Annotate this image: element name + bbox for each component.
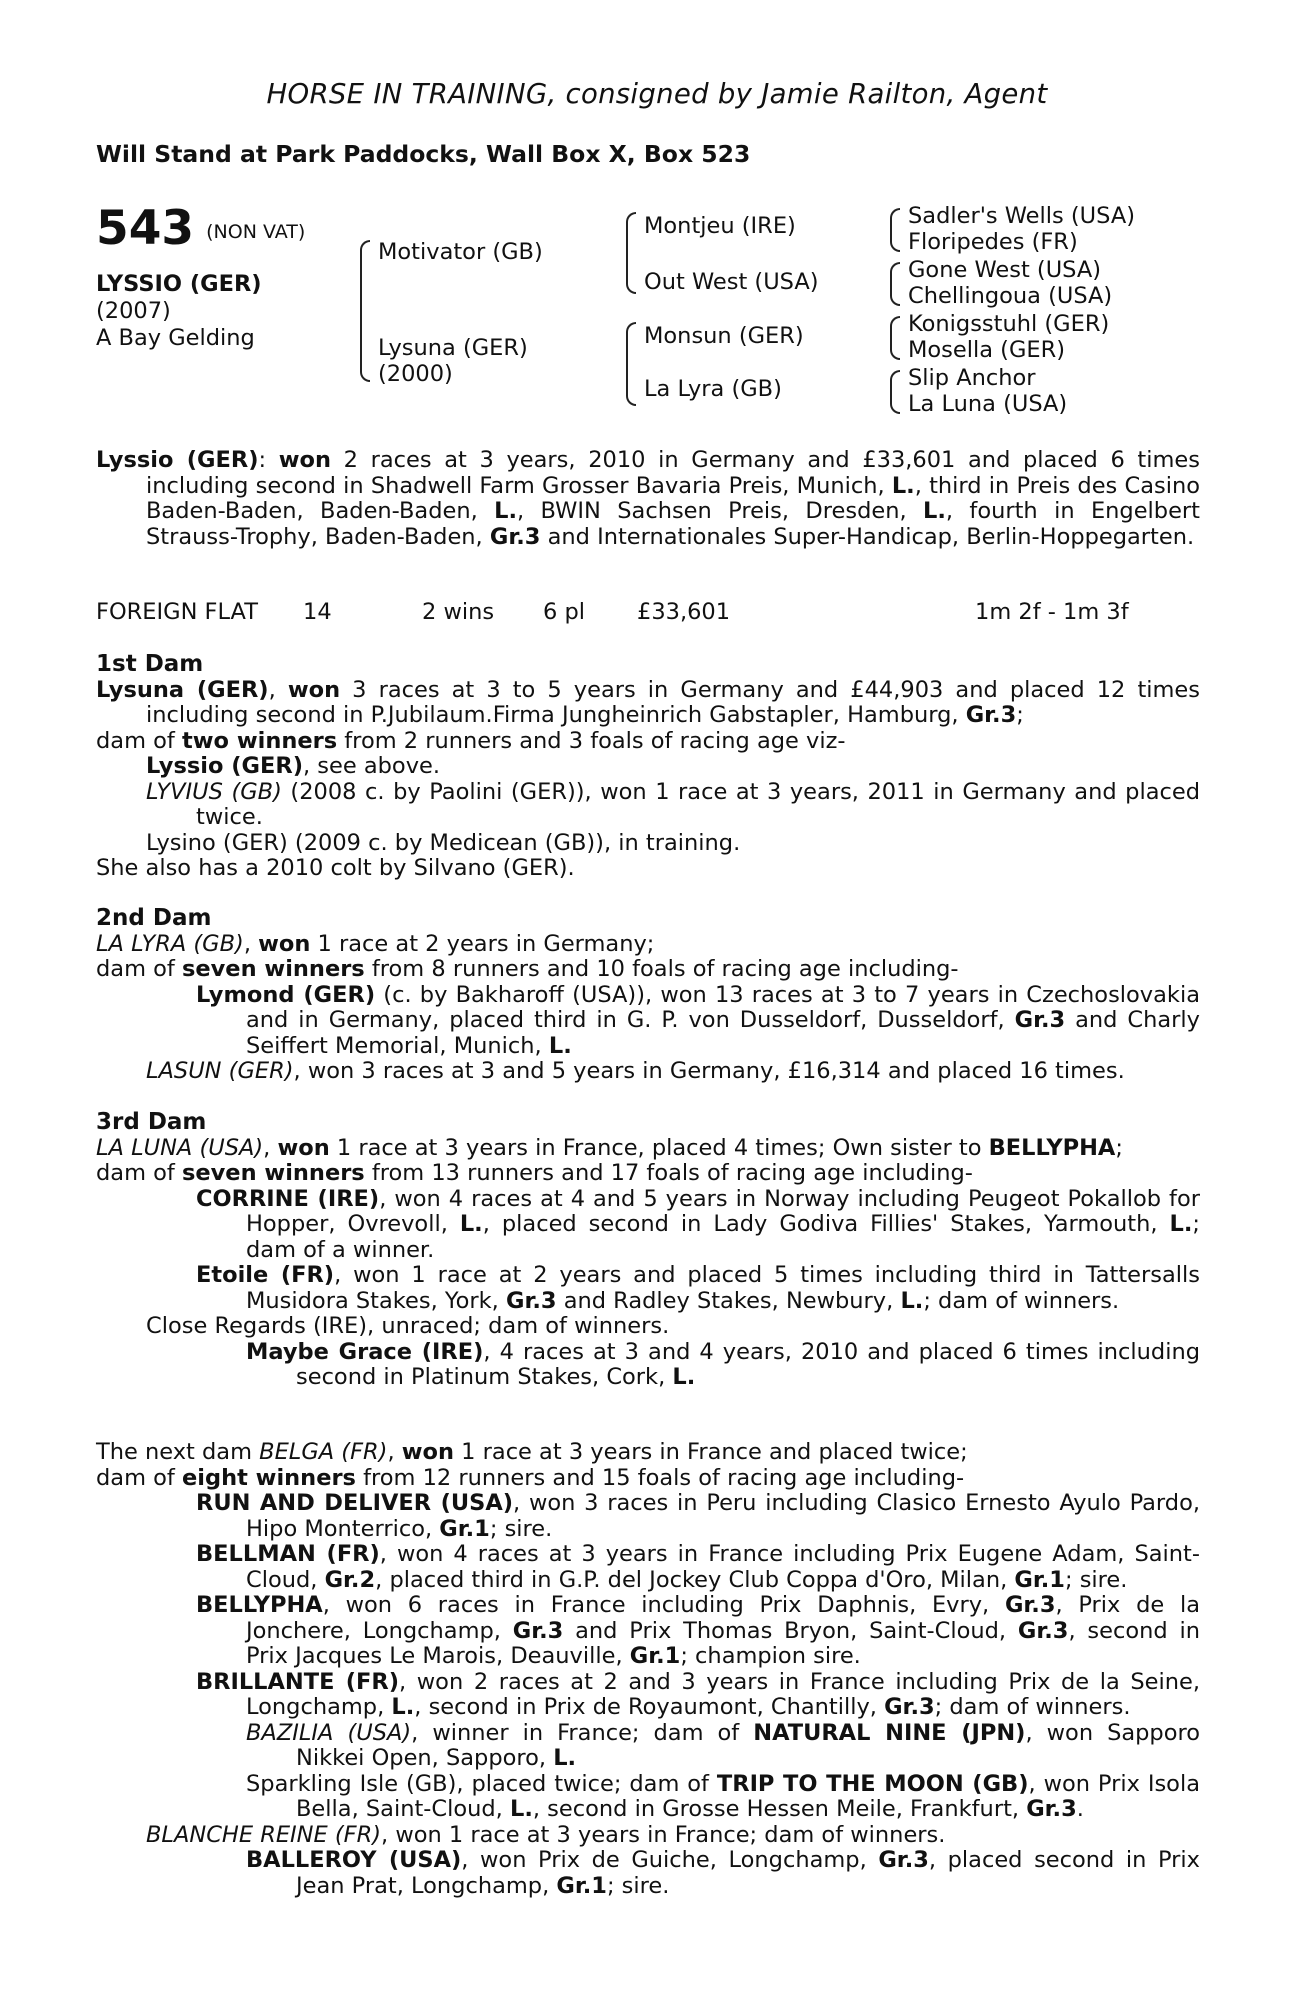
vat-status: (NON VAT) bbox=[206, 220, 306, 243]
foaling-year: (2007) bbox=[96, 298, 171, 324]
grand-bracket-3 bbox=[890, 316, 900, 360]
stats-wins: 2 wins bbox=[422, 599, 495, 625]
sire-bracket bbox=[626, 212, 636, 294]
stand-location: Will Stand at Park Paddocks, Wall Box X, Box 523 bbox=[96, 140, 751, 168]
dam-year: (2000) bbox=[378, 361, 453, 387]
grand-bracket-4 bbox=[890, 370, 900, 414]
ancestor-3: Gone West (USA) bbox=[908, 257, 1102, 283]
ancestor-1: Sadler's Wells (USA) bbox=[908, 203, 1136, 229]
dam: Lysuna (GER) bbox=[378, 335, 528, 361]
first-dam-section: 1st Dam Lysuna (GER), won 3 races at 3 to 5 years in Germany and £44,903 and placed 12 times including second in P.Jubilaum.Firma Jungheinrich Gabstapler, Hamburg, Gr.3; dam of two winners from 2 runners and 3 foals of racing age viz- Lyssio (GER), see above. LYVIUS (GB) (2008 c. by Paolini (GER)), won 1 race at 3 years, 2011 in Germany and placed twice. Lysino (GER) (2009 c. by Medicean (GB)), in training. She also has a 2010 colt by Silvano (GER). bbox=[96, 651, 1200, 881]
stats-distance: 1m 2f - 1m 3f bbox=[975, 599, 1129, 625]
dam-bracket bbox=[626, 322, 636, 406]
ancestor-5: Konigsstuhl (GER) bbox=[908, 311, 1110, 337]
lot-number bbox=[96, 201, 306, 257]
horse-name: LYSSIO (GER) bbox=[96, 271, 262, 297]
stats-label: FOREIGN FLAT bbox=[96, 599, 258, 625]
grand-bracket-2 bbox=[890, 262, 900, 306]
ancestor-6: Mosella (GER) bbox=[908, 337, 1066, 363]
sire-dam-bracket bbox=[360, 240, 370, 382]
race-record: Lyssio (GER): won 2 races at 3 years, 2010 in Germany and £33,601 and placed 6 times including second in Shadwell Farm Grosser Bavaria Preis, Munich, L., third in Preis des Casino Baden-Baden, Baden-Baden, L., BWIN Sachsen Preis, Dresden, L., fourth in Engelbert Strauss-Trophy, Baden-Baden, Gr.3 and Internationales Super-Handicap, Berlin-Hoppegarten. bbox=[96, 447, 1201, 550]
ancestor-8: La Luna (USA) bbox=[908, 391, 1068, 417]
first-dam-heading: 1st Dam bbox=[96, 651, 204, 677]
sire: Motivator (GB) bbox=[378, 239, 543, 265]
next-dam-section: The next dam BELGA (FR), won 1 race at 3 years in France and placed twice; dam of eight winners from 12 runners and 15 foals of racing age including- RUN AND DELIVER (USA), won 3 races in Peru including Clasico Ernesto Ayulo Pardo, Hipo Monterrico, Gr.1; sire. BELLMAN (FR), won 4 races at 3 years in France including Prix Eugene Adam, Saint-Cloud, Gr.2, placed third in G.P. del Jockey Club Coppa d'Oro, Milan, Gr.1; sire. BELLYPHA, won 6 races in France including Prix Daphnis, Evry, Gr.3, Prix de la Jonchere, Longchamp, Gr.3 and Prix Thomas Bryon, Saint-Cloud, Gr.3, second in Prix Jacques Le Marois, Deauville, Gr.1; champion sire. BRILLANTE (FR), won 2 races at 2 and 3 years in France including Prix de la Seine, Longchamp, L., second in Prix de Royaumont, Chantilly, Gr.3; dam of winners. BAZILIA (USA), winner in France; dam of NATURAL NINE (JPN), won Sapporo Nikkei Open, Sapporo, L. Sparkling Isle (GB), placed twice; dam of TRIP TO THE MOON (GB), won Prix Isola Bella, Saint-Cloud, L., second in Grosse Hessen Meile, Frankfurt, Gr.3. BLANCHE REINE (FR), won 1 race at 3 years in France; dam of winners. BALLEROY (USA), won Prix de Guiche, Longchamp, Gr.3, placed second in Prix Jean Prat, Longchamp, Gr.1; sire. bbox=[96, 1439, 1201, 1899]
dam-sire: Monsun (GER) bbox=[644, 323, 804, 349]
ancestor-7: Slip Anchor bbox=[908, 365, 1036, 391]
third-dam-heading: 3rd Dam bbox=[96, 1109, 207, 1135]
page-title: HORSE IN TRAINING, consigned by Jamie Railton, Agent bbox=[266, 78, 1048, 110]
racing-stats bbox=[0, 600, 1314, 626]
second-dam-section: 2nd Dam LA LYRA (GB), won 1 race at 2 years in Germany; dam of seven winners from 8 runners and 10 foals of racing age including- Lymond (GER) (c. by Bakharoff (USA)), won 13 races at 3 to 7 years in Czechoslovakia and in Germany, placed third in G. P. von Dusseldorf, Dusseldorf, Gr.3 and Charly Seiffert Memorial, Munich, L. LASUN (GER), won 3 races at 3 and 5 years in Germany, £16,314 and placed 16 times. bbox=[96, 905, 1200, 1084]
stats-placed: 6 pl bbox=[543, 599, 586, 625]
sire-dam: Out West (USA) bbox=[644, 269, 819, 295]
second-dam-heading: 2nd Dam bbox=[96, 905, 212, 931]
third-dam-section: 3rd Dam LA LUNA (USA), won 1 race at 3 years in France, placed 4 times; Own sister to BELLYPHA; dam of seven winners from 13 runners and 17 foals of racing age including- CORRINE (IRE), won 4 races at 4 and 5 years in Norway including Peugeot Pokallob for Hopper, Ovrevoll, L., placed second in Lady Godiva Fillies' Stakes, Yarmouth, L.; dam of a winner. Etoile (FR), won 1 race at 2 years and placed 5 times including third in Tattersalls Musidora Stakes, York, Gr.3 and Radley Stakes, Newbury, L.; dam of winners. Close Regards (IRE), unraced; dam of winners. Maybe Grace (IRE), 4 races at 3 and 4 years, 2010 and placed 6 times including second in Platinum Stakes, Cork, L. bbox=[96, 1109, 1200, 1390]
stats-earnings: £33,601 bbox=[637, 599, 731, 625]
sire-sire: Montjeu (IRE) bbox=[644, 213, 796, 239]
stats-runs: 14 bbox=[303, 599, 332, 625]
lot-number-value: 543 bbox=[96, 201, 195, 256]
grand-bracket-1 bbox=[890, 208, 900, 252]
dam-dam: La Lyra (GB) bbox=[644, 376, 782, 402]
ancestor-4: Chellingoua (USA) bbox=[908, 283, 1113, 309]
ancestor-2: Floripedes (FR) bbox=[908, 229, 1078, 255]
horse-description: A Bay Gelding bbox=[96, 325, 255, 351]
